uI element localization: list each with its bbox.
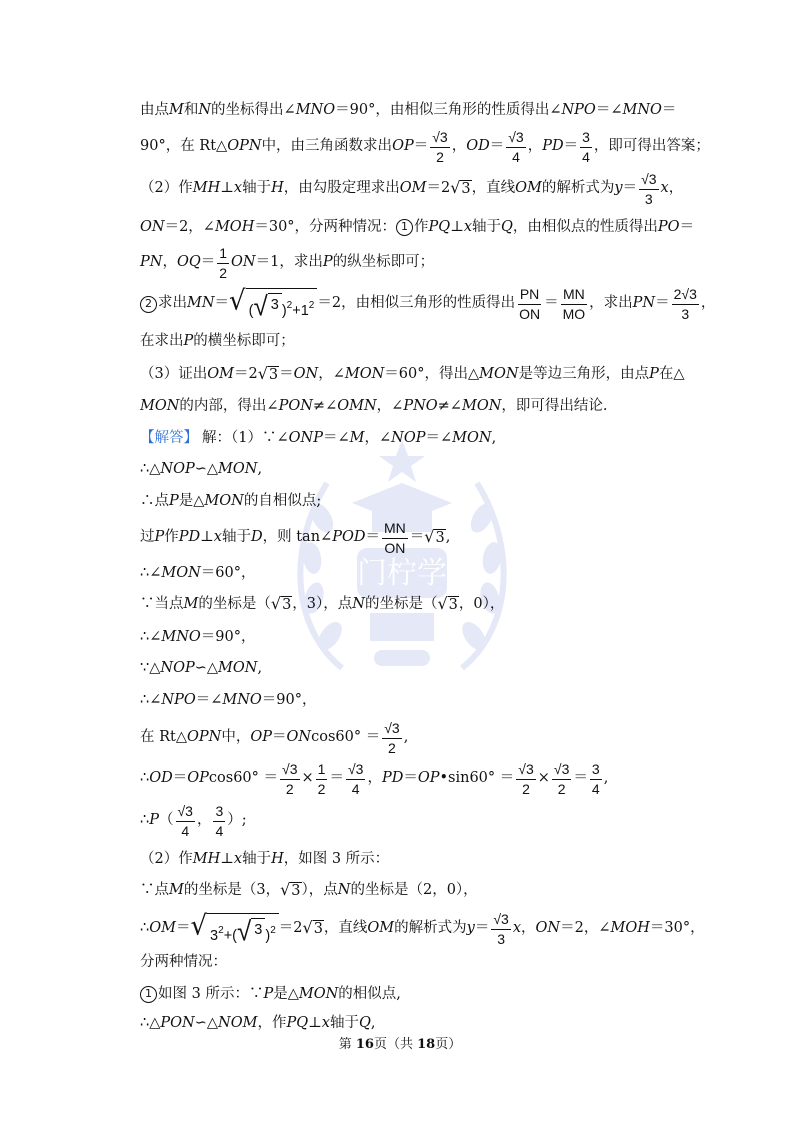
fraction: $\frac{√3}{2}$	[432, 129, 448, 165]
fraction: $\frac{√3}{2}$	[282, 761, 298, 797]
page-total: 18	[417, 1037, 436, 1052]
watermark-brand: 门柠学	[357, 556, 447, 591]
sqrt: √ 3	[257, 364, 279, 383]
solution-line-14: ∵点 M 的坐标是（3， √ 3 ），点 N 的坐标是（2，0），	[140, 880, 478, 899]
analysis-line-5: PN ， OQ ＝ $\frac{1}{2}$ ON ＝1，求出 P 的纵坐标即可；	[140, 245, 435, 281]
fraction: $\frac{√3}{3}$	[641, 171, 657, 207]
solution-line-10: 在 Rt△ OPN 中， OP ＝ ON cos60° ＝ $\frac{√3}{2}$ ,	[140, 720, 409, 756]
fraction: $\frac{√3}{2}$	[518, 761, 534, 797]
fraction: $\frac{√3}{4}$	[347, 761, 364, 797]
analysis-line-8: （3）证出 OM ＝2 √ 3 ＝ ON ，∠ MON ＝60°，得出△ MON 是等边三角形，由点 P 在△	[140, 364, 685, 383]
sqrt: √ 3	[280, 880, 301, 899]
fraction: $\frac{3}{4}$	[582, 129, 590, 165]
sqrt: √ 3	[437, 594, 458, 613]
solution-line-12: ∴ P （ $\frac{√3}{4}$ ， $\frac{3}{4}$ ）;	[140, 803, 247, 839]
page-number: 16	[355, 1037, 374, 1052]
analysis-line-3: （2）作 MH ⊥ x 轴于 H ，由勾股定理求出 OM ＝2 √ 3 ，直线 OM 的解析式为 y ＝ $\frac{√3}{3}$ x ，	[140, 171, 684, 207]
solution-line-16: 分两种情况：	[140, 954, 227, 970]
sqrt: √ $3^2+$( √ 3 )$^2$	[190, 913, 278, 945]
fraction: $\frac{√3}{3}$	[493, 911, 509, 947]
solution-line-11: ∴ OD ＝ OP cos60° ＝ $\frac{√3}{2}$ × $\frac{1}{2}$ ＝ $\frac{√3}{4}$ ， PD ＝ OP •sin60° ＝ $\frac{√3}{2}$ × $\frac{√3}{2}$ ＝ $\frac{3}{4}$ ,	[140, 761, 609, 797]
fraction: $\frac{√3}{4}$	[177, 803, 193, 839]
fraction: $\frac{3}{4}$	[591, 761, 600, 797]
sqrt: √ 3	[270, 594, 292, 613]
sqrt: √ ( √ 3 )$^2+1^2$	[229, 288, 317, 320]
analysis-line-2: 90°，在 Rt△ OPN 中，由三角函数求出 OP ＝ $\frac{√3}{2}$ ， OD ＝ $\frac{√3}{4}$ ， PD ＝ $\frac{3}{4}$ ，即可得出答案；	[140, 129, 710, 165]
watermark-logo	[282, 428, 522, 718]
solution-line-13: （2）作 MH ⊥ x 轴于 H ，如图 3 所示：	[140, 851, 390, 867]
solution-line-9: ∴∠ NPO ＝∠ MNO ＝90°，	[140, 692, 317, 708]
solution-line-8: ∵△ NOP ∽△ MON ,	[140, 660, 263, 676]
fraction: $\frac{√3}{2}$	[384, 720, 400, 756]
sqrt: √ 3	[450, 178, 471, 198]
sqrt: √ 3	[302, 918, 323, 938]
circled-number: 1	[140, 986, 157, 1003]
solution-line-3: ∴点 P 是△ MON 的自相似点;	[140, 493, 322, 509]
sqrt: √ 3	[424, 527, 445, 547]
solution-line-1: 【解答】 解：（1）∵∠ ONP ＝∠ M ，∠ NOP ＝∠ MON ,	[140, 430, 497, 446]
fraction: $\frac{1}{2}$	[317, 761, 326, 797]
circled-number: 2	[140, 296, 157, 313]
analysis-line-9: MON 的内部，得出∠ PON ≠∠ OMN ，∠ PNO ≠∠ MON ，即可得出结论.	[140, 398, 608, 414]
solution-line-6: ∵当点 M 的坐标是（ √ 3 ，3），点 N 的坐标是（ √ 3 ，0），	[140, 594, 505, 613]
analysis-line-1: 由点 M 和 N 的坐标得出∠ MNO ＝90°，由相似三角形的性质得出∠ NPO ＝∠ MNO ＝	[140, 102, 677, 118]
analysis-line-4: ON ＝2，∠ MOH ＝30°，分两种情况： 1 作 PQ ⊥ x 轴于 Q ，由相似点的性质得出 PO ＝	[140, 218, 695, 235]
solution-line-18: ∴△ PON ∽△ NOM ，作 PQ ⊥ x 轴于 Q ,	[140, 1015, 376, 1031]
fraction: $\frac{MN}{ON}$	[383, 520, 406, 556]
answer-tag: 【解答】	[140, 430, 198, 446]
fraction: $\frac{2√3}{3}$	[673, 286, 697, 322]
fraction: $\frac{√3}{4}$	[508, 129, 524, 165]
solution-line-15: ∴ OM ＝ √ $3^2+$( √ 3 )$^2$ ＝2 √ 3 ，直线 OM 的解析式为 y ＝ $\frac{√3}{3}$ x ， ON ＝2，∠ MOH ＝30°，	[140, 910, 705, 947]
fraction: $\frac{MN}{MO}$	[562, 286, 586, 322]
solution-line-17: 1 如图 3 所示：∵ P 是△ MON 的相似点,	[140, 986, 401, 1003]
solution-line-4: 过 P 作 PD ⊥ x 轴于 D ，则 tan∠ POD ＝ $\frac{MN}{ON}$ ＝ √ 3 ,	[140, 520, 451, 556]
fraction: $\frac{PN}{ON}$	[519, 286, 541, 322]
analysis-line-6: 2 求出 MN ＝ √ ( √ 3 )$^2+1^2$ ＝2，由相似三角形的性质得出 $\frac{PN}{ON}$ ＝ $\frac{MN}{MO}$ ，求出 PN ＝ $\frac{2√3}{3}$ ，	[140, 287, 715, 321]
fraction: $\frac{3}{4}$	[215, 803, 224, 839]
fraction: $\frac{1}{2}$	[219, 245, 228, 281]
circled-number: 1	[396, 219, 413, 236]
fraction: $\frac{√3}{2}$	[553, 761, 570, 797]
page-footer: 第 16页（共 18页）	[338, 1037, 462, 1052]
analysis-line-7: 在求出 P 的横坐标即可；	[140, 333, 295, 349]
solution-line-5: ∴∠ MON ＝60°，	[140, 565, 256, 581]
solution-line-7: ∴∠ MNO ＝90°，	[140, 629, 256, 645]
solution-line-2: ∴△ NOP ∽△ MON ,	[140, 461, 263, 477]
